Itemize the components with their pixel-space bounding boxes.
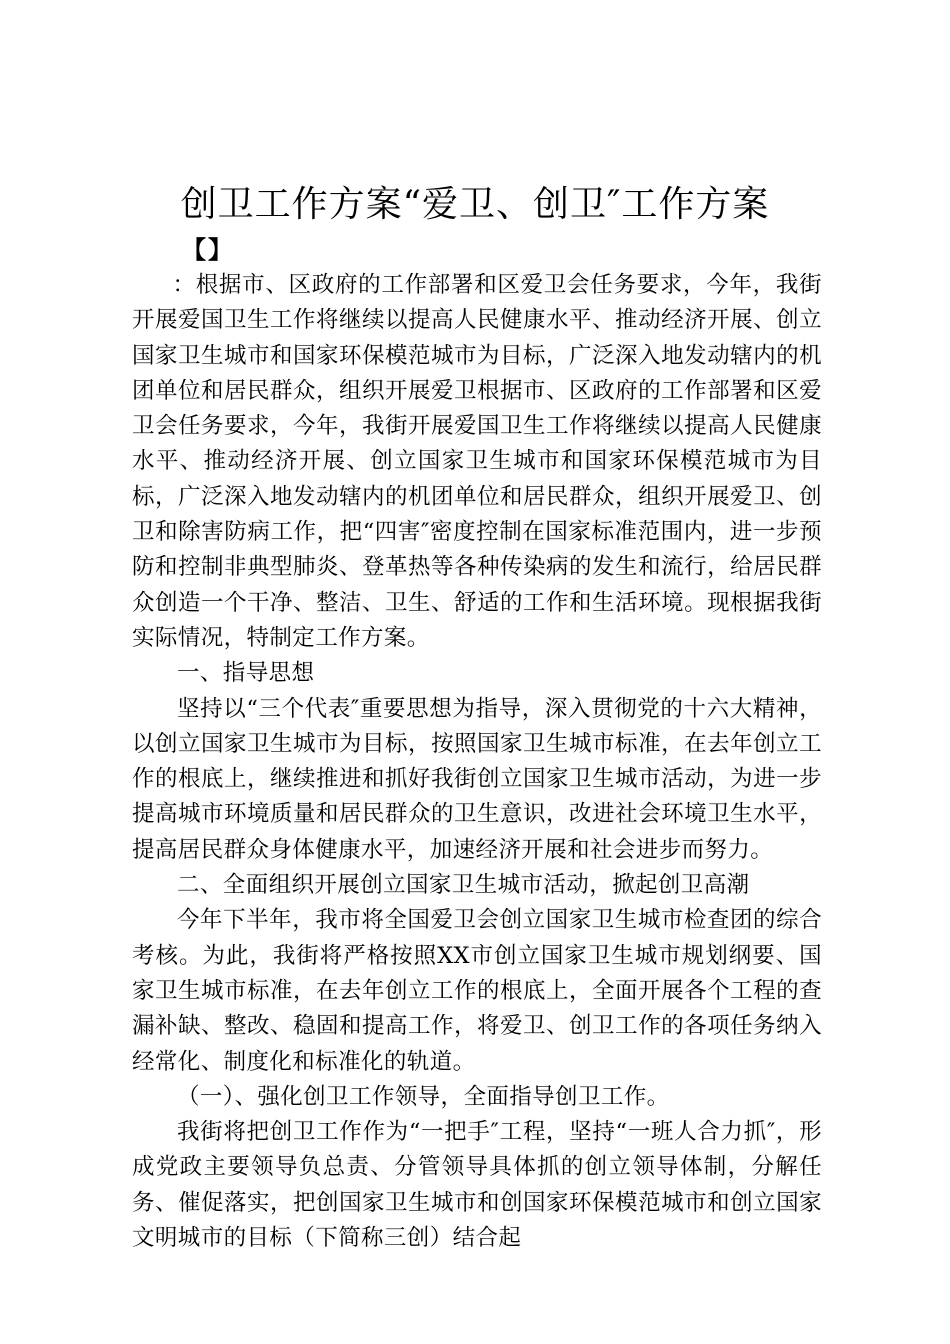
document-title: 创卫工作方案“爱卫、创卫″工作方案 xyxy=(180,184,770,225)
section-heading-campaign: 二、全面组织开展创立国家卫生城市活动，掀起创卫高潮 xyxy=(177,872,750,899)
campaign-paragraph: 今年下半年，我市将全国爱卫会创立国家卫生城市检查团的综合考核。为此，我街将严格按照XX市创立国家卫生城市规划纲要、国家卫生城市标准，在去年创立工作的根底上，全面开展各个工程的查漏补缺、整改、稳固和提高工作，将爱卫、创卫工作的各项任务纳入经常化、制度化和标准化的轨道。 xyxy=(132,907,822,1075)
leadership-paragraph: 我街将把创卫工作作为“一把手″工程，坚持“一班人合力抓″，形成党政主要领导负总责、分管领导具体抓的创立领导体制，分解任务、催促落实，把创国家卫生城市和创国家环保模范城市和创立国家文明城市的目标（下简称三创）结合起 xyxy=(132,1119,822,1252)
guiding-ideology-paragraph: 坚持以“三个代表″重要思想为指导，深入贯彻党的十六大精神，以创立国家卫生城市为目标，按照国家卫生城市标准，在去年创立工作的根底上，继续推进和抓好我街创立国家卫生城市活动，为进一步提高城市环境质量和居民群众的卫生意识，改进社会环境卫生水平，提高居民群众身体健康水平，加速经济开展和社会进步而努力。 xyxy=(132,695,822,863)
section-heading-guiding-ideology: 一、指导思想 xyxy=(177,660,315,687)
intro-paragraph: ：根据市、区政府的工作部署和区爱卫会任务要求，今年，我街开展爱国卫生工作将继续以提高人民健康水平、推动经济开展、创立国家卫生城市和国家环保模范城市为目标，广泛深入地发动辖内的机团单位和居民群众，组织开展爱卫根据市、区政府的工作部署和区爱卫会任务要求，今年，我街开展爱国卫生工作将继续以提高人民健康水平、推动经济开展、创立国家卫生城市和国家环保模范城市为目标，广泛深入地发动辖内的机团单位和居民群众，组织开展爱卫、创卫和除害防病工作，把“四害″密度控制在国家标准范围内，进一步预防和控制非典型肺炎、登革热等各种传染病的发生和流行，给居民群众创造一个干净、整洁、卫生、舒适的工作和生活环境。现根据我街实际情况，特制定工作方案。 xyxy=(132,272,822,651)
empty-brackets: 【】 xyxy=(182,235,234,264)
document-body xyxy=(132,268,822,1256)
subsection-heading-leadership: （一）、强化创卫工作领导，全面指导创卫工作。 xyxy=(177,1083,670,1110)
